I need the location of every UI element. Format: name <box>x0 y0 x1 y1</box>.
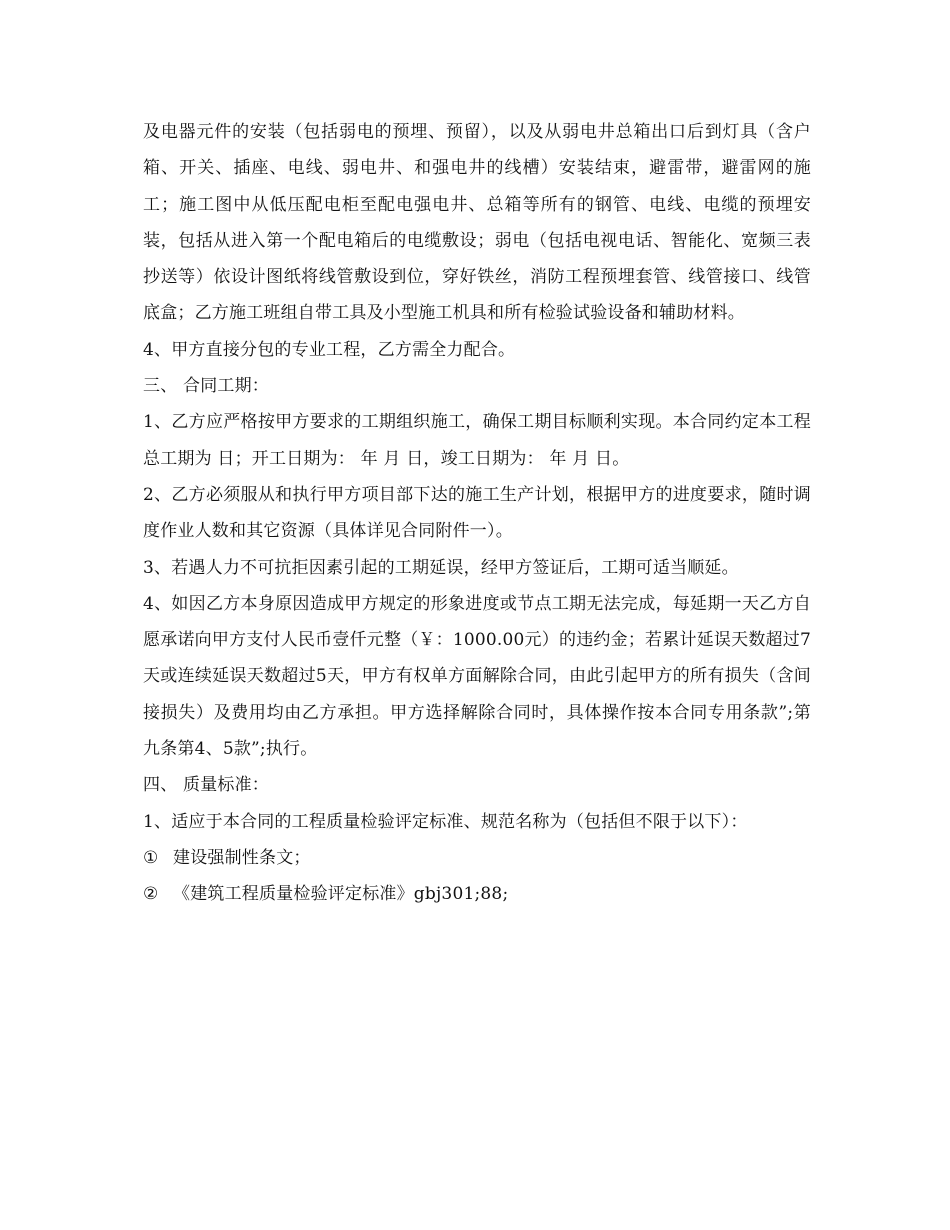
list-item-text: 《建筑工程质量检验评定标准》gbj301;88; <box>173 884 509 905</box>
list-marker: ① <box>143 847 159 868</box>
paragraph-period-clause-3: 3、若遇人力不可抗拒因素引起的工期延误，经甲方签证后，工期可适当顺延。 <box>143 557 739 578</box>
section-heading-contract-period: 三、 合同工期： <box>143 376 270 397</box>
list-item <box>143 876 811 912</box>
list-marker: ② <box>143 884 159 905</box>
paragraph-period-clause-2: 2、乙方必须服从和执行甲方项目部下达的施工生产计划，根据甲方的进度要求，随时调度作业人数和其它资源（具体详见合同附件一）。 <box>143 484 811 542</box>
paragraph-clause-4-cooperation: 4、甲方直接分包的专业工程，乙方需全力配合。 <box>143 339 516 360</box>
section-heading-quality-standard: 四、 质量标准： <box>143 775 270 796</box>
paragraph-quality-clause-1: 1、适应于本合同的工程质量检验评定标准、规范名称为（包括但不限于以下）： <box>143 811 748 832</box>
paragraph-period-clause-4: 4、如因乙方本身原因造成甲方规定的形象进度或节点工期无法完成，每延期一天乙方自愿承诺向甲方支付人民币壹仟元整（￥：1000.00元）的违约金；若累计延误天数超过7天或连续延误天数超过5天，甲方有权单方面解除合同，由此引起甲方的所有损失（含间接损失）及费用均由乙方承担。甲方选择解除合同时，具体操作按本合同专用条款”;第九条第4、5款”;执行。 <box>143 593 811 760</box>
document-body <box>143 114 811 913</box>
paragraph-period-clause-1: 1、乙方应严格按甲方要求的工期组织施工，确保工期目标顺利实现。本合同约定本工程总工期为 日；开工日期为： 年 月 日，竣工日期为： 年 月 日。 <box>143 412 811 469</box>
paragraph-electrical-scope: 及电器元件的安装（包括弱电的预埋、预留），以及从弱电井总箱出口后到灯具（含户箱、开关、插座、电线、弱电井、和强电井的线槽）安装结束，避雷带，避雷网的施工；施工图中从低压配电柜至配电强电井、总箱等所有的钢管、电线、电缆的预埋安装，包括从进入第一个配电箱后的电缆敷设；弱电（包括电视电话、智能化、宽频三表抄送等）依设计图纸将线管敷设到位，穿好铁丝，消防工程预埋套管、线管接口、线管底盒；乙方施工班组自带工具及小型施工机具和所有检验试验设备和辅助材料。 <box>143 122 811 324</box>
list-item <box>143 840 811 876</box>
list-item-text: 建设强制性条文； <box>173 847 311 868</box>
